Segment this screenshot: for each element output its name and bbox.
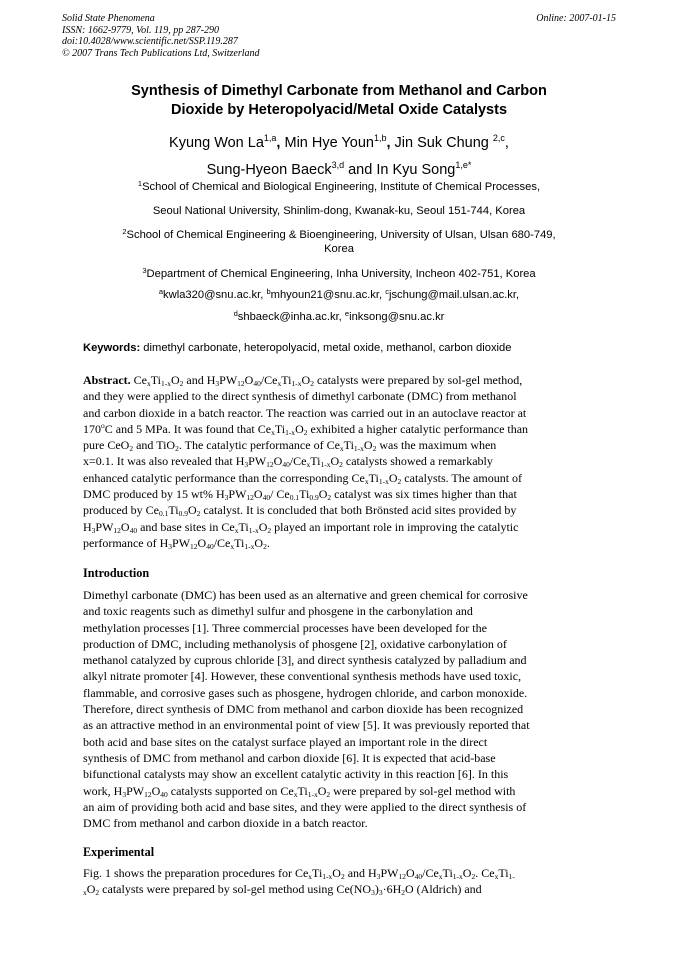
email-link[interactable]: shbaeck@inha.ac.kr, [237,311,345,323]
affiliation-text: School of Chemical and Biological Engineering, Institute of Chemical Processes, [142,181,541,193]
journal-name: Solid State Phenomena [62,13,155,24]
email-link[interactable]: inksong@snu.ac.kr [349,311,445,323]
keywords-label: Keywords: [83,342,141,354]
author-name: Kyung Won La [169,135,264,151]
author-name: Sung-Hyeon Baeck [206,162,332,178]
copyright-line: © 2007 Trans Tech Publications Ltd, Switzerland [62,47,260,59]
journal-header [62,13,260,59]
author-affil-mark: 1,a [263,133,277,143]
title-line-1: Synthesis of Dimethyl Carbonate from Methanol and Carbon [131,83,547,99]
online-date: Online: 2007-01-15 [536,13,616,24]
paper-title [62,82,616,120]
introduction-paragraph: Dimethyl carbonate (DMC) has been used as an alternative and green chemical for corrosive and toxic reagents such as dimethyl sulfur and phosgene in the carbonylation and methylation processes [1]. Three commercial processes have been developed for the production of DMC, including methanolysis of phosgene [2], oxidative carbonylation of methanol catalyzed by cuprous chloride [3], and direct synthesis catalyzed by palladium and alkyl nitrate promoter [4]. However, these conventional synthesis methods have used toxic, flammable, and corrosive gases such as phosgene, hydrogen chloride, and carbon monoxide. Therefore, direct synthesis of DMC from methanol and carbon dioxide has been recognized as an attractive method in an environmental point of view [5]. It was previously reported that both acid and base sites on the catalyst surface played an important role in the direct synthesis of DMC from methanol and carbon dioxide [6]. It is expected that acid-base bifunctional catalysts may show an excellent catalytic activity in this reaction [6]. In this work, $H_3PW_{12}O_{40}$ catalysts supported on $Ce_xTi_{1-x}O_2$ were prepared by sol-gel method with an aim of providing both acid and base sites, and they were applied to the direct synthesis of DMC from methanol and carbon dioxide in a batch reactor. [83,588,530,831]
affiliation-text: School of Chemical Engineering & Bioengineering, University of Ulsan, Ulsan 680-749, [126,229,556,241]
email-link[interactable]: jschung@mail.ulsan.ac.kr, [388,289,520,301]
email-line-2 [62,306,616,328]
affiliation-text: Seoul National University, Shinlim-dong, Kwanak-ku, Seoul 151-744, Korea [152,205,526,217]
abstract-label: Abstract. [83,373,131,387]
email-block [62,284,616,328]
affiliation-2 [62,228,616,256]
keywords [83,341,603,355]
affiliation-text: Department of Chemical Engineering, Inha University, Incheon 402-751, Korea [146,268,536,280]
doi-line: doi:10.4028/www.scientific.net/SSP.119.287 [62,36,238,47]
issn-line: ISSN: 1662-9779, Vol. 119, pp 287-290 [62,24,220,36]
email-link[interactable]: kwla320@snu.ac.kr, [163,289,267,301]
author-name: In Kyu Song [376,162,456,178]
affiliations [62,180,616,291]
affiliation-3 [62,267,616,281]
title-line-2: Dioxide by Heteropolyacid/Metal Oxide Catalysts [170,102,508,118]
email-mark: e [344,309,350,318]
email-line-1 [62,284,616,306]
author-affil-mark: 2,c [492,133,505,143]
author-affil-mark: 1,b [373,133,387,143]
affiliation-number: 1 [137,179,143,188]
keywords-text: dimethyl carbonate, heteropolyacid, metal oxide, methanol, carbon dioxide [140,342,512,354]
email-link[interactable]: mhyoun21@snu.ac.kr, [270,289,386,301]
experimental-paragraph: Fig. 1 shows the preparation procedures for $Ce_xTi_{1-x}O_2$ and $H_3PW_{12}O_{40}/Ce_xTi_{1-x}O_2$. $Ce_xTi_{1-}$ $_xO_2$ catalysts were prepared by sol-gel method using $Ce(NO_3)_3\cdot 6H_2O$ (Aldrich) and [83,866,515,898]
author-name: Jin Suk Chung [394,135,489,151]
author-name: Min Hye Youn [284,135,374,151]
affiliation-number: 3 [142,266,147,275]
author-affil-mark: 3,d [331,160,345,170]
author-conjunction: and [344,162,377,178]
affiliation-1 [62,180,616,218]
email-mark: c [385,287,389,296]
email-mark: d [233,309,238,318]
affiliation-text: Korea [324,243,354,255]
author-list [62,130,616,184]
author-affil-mark: 1,e* [455,160,472,170]
introduction-heading: Introduction [83,566,150,580]
abstract-paragraph: Abstract. $Ce_xTi_{1-x}O_2$ and $H_3PW_{12}O_{40}/Ce_xTi_{1-x}O_2$ catalysts were prepared by sol-gel method, and they were applied to the direct synthesis of dimethyl carbonate (DMC) from methanol and carbon dioxide in a batch reactor. The reaction was carried out in an autoclave reactor at 170$^o$C and 5 MPa. It was found that $Ce_xTi_{1-x}O_2$ exhibited a higher catalytic performance than pure CeO$_2$ and TiO$_2$. The catalytic performance of $Ce_xTi_{1-x}O_2$ was the maximum when x=0.1. It was also revealed that $H_3PW_{12}O_{40}/Ce_xTi_{1-x}O_2$ catalysts showed a remarkably enhanced catalytic performance than the corresponding $Ce_xTi_{1-x}O_2$ catalysts. The amount of DMC produced by 15 wt% $H_3PW_{12}O_{40}/$ $Ce_{0.1}Ti_{0.9}O_2$ catalyst was six times higher than that produced by $Ce_{0.1}Ti_{0.9}O_2$ catalyst. It is concluded that both Brönsted acid sites provided by $H_3PW_{12}O_{40}$ and base sites in $Ce_xTi_{1-x}O_2$ played an important role in improving the catalytic performance of $H_3PW_{12}O_{40}/Ce_xTi_{1-x}O_2$. [83,373,529,551]
author-line-1: Kyung Won La$^{1,a}$, Min Hye Youn$^{1,b}$, Jin Suk Chung $^{2,c}$, [169,133,509,151]
experimental-heading: Experimental [83,845,155,859]
email-mark: a [158,287,164,296]
affiliation-number: 2 [122,227,127,236]
email-mark: b [266,287,271,296]
